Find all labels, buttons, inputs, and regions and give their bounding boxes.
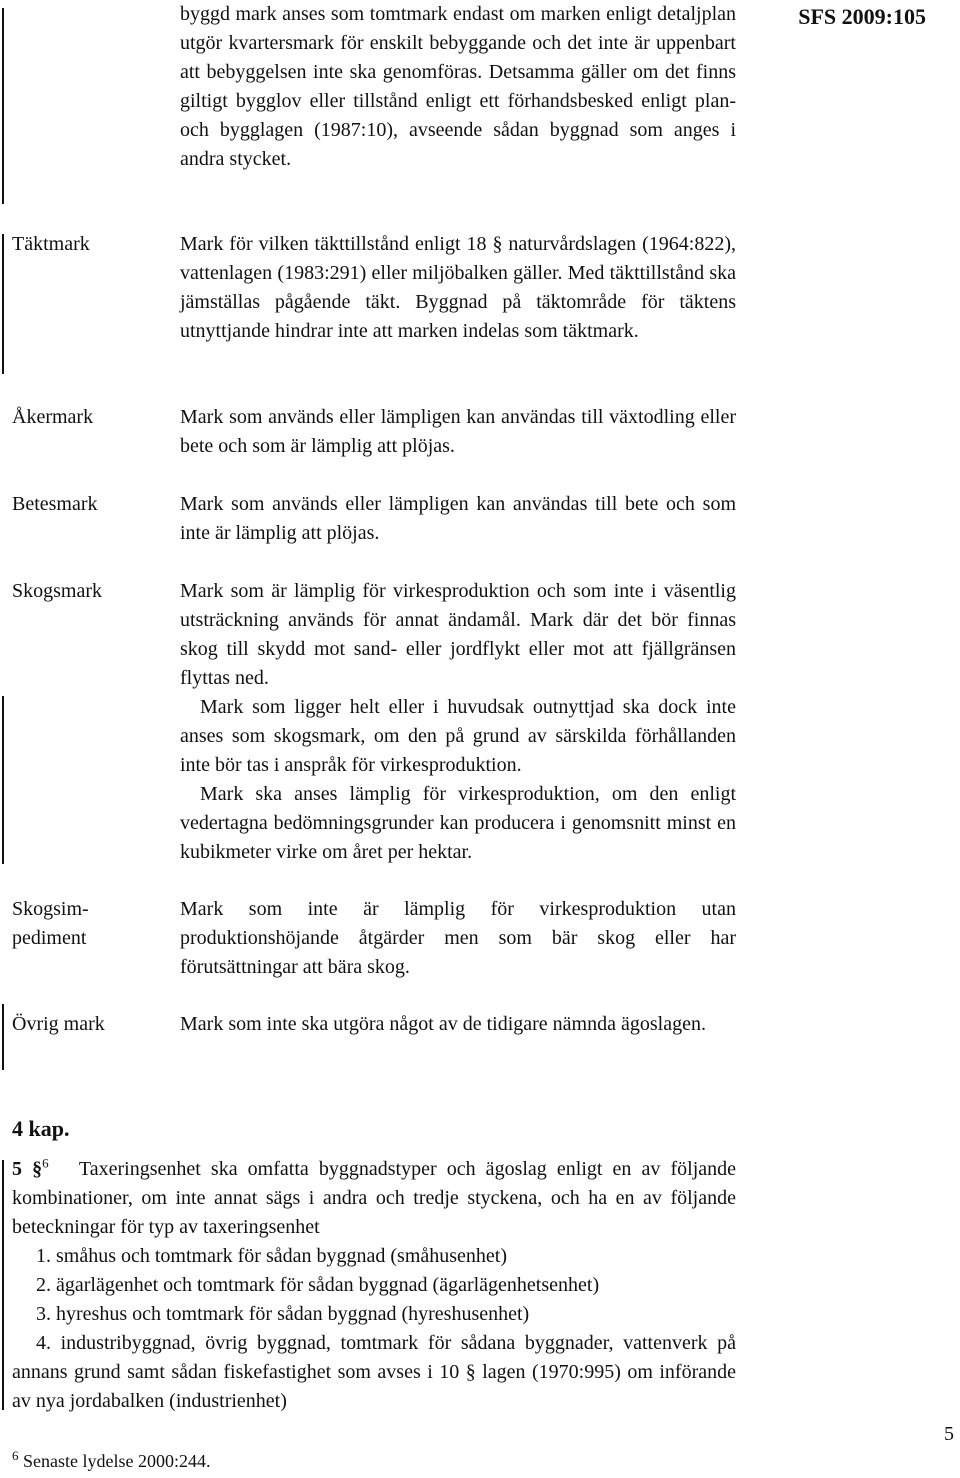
section-text: Taxeringsenhet ska omfatta byggnadstyper och ägoslag enligt en av följande kombinationer, om inte annat sägs i andra och tredje styckena, och ha en av följande beteckningar för typ av taxeringsenhet — [12, 1158, 737, 1238]
term-skogsmark: Skogsmark — [12, 580, 102, 602]
change-bar — [2, 696, 4, 864]
page-number: 5 — [944, 1423, 954, 1445]
term-line: Skogsim- — [12, 898, 89, 920]
definition-text: Mark som inte ska utgöra något av de tidigare nämnda ägoslagen. — [180, 1013, 706, 1035]
term-taktmark: Täktmark — [12, 233, 90, 255]
definition-text-extra: Mark som ligger helt eller i huvudsak outnyttjad ska dock inte anses som skogsmark, om den på grund av särskilda förhållanden inte bör tas i anspråk för virkesproduktion. — [180, 696, 736, 776]
section-5 — [12, 1155, 736, 1416]
list-item: 2. ägarlägenhet och tomtmark för sådan byggnad (ägarlägenhetsenhet) — [36, 1274, 600, 1296]
definition-text-extra: Mark ska anses lämplig för virkesproduktion, om den enligt vedertagna bedömningsgrunder kan producera i genomsnitt minst en kubikmeter virke om året per hektar. — [180, 783, 736, 863]
intro-text: byggd mark anses som tomtmark endast om marken enligt detaljplan utgör kvartersmark för enskilt bebyggande och det inte är uppenbart att bebyggelsen inte ska genomföras. Detsamma gäller om det finns giltigt bygglov eller tillstånd enligt ett förhandsbesked enligt plan- och bygglagen (1987:10), avseende sådan byggnad som anges i andra stycket. — [180, 3, 736, 170]
definition-ovrig-mark — [180, 1010, 736, 1039]
intro-paragraph — [180, 0, 736, 174]
definition-text: Mark som används eller lämpligen kan användas till växtodling eller bete och som är lämplig att plöjas. — [180, 406, 736, 457]
term-akermark: Åkermark — [12, 406, 94, 428]
definition-text: Mark som är lämplig för virkesproduktion och som inte i väsentlig utsträckning används för annat ändamål. Mark där det bör finnas skog till skydd mot sand- eller jordflykt eller mot att fjällgränsen flyttas ned. — [180, 580, 736, 689]
chapter-heading: 4 kap. — [12, 1116, 70, 1141]
change-bar — [2, 8, 4, 204]
footnote-number: 6 — [12, 1448, 19, 1463]
list-item: 3. hyreshus och tomtmark för sådan byggnad (hyreshusenhet) — [36, 1303, 530, 1325]
term-line: pediment — [12, 927, 87, 949]
definition-text: Mark för vilken täkttillstånd enligt 18 § naturvårdslagen (1964:822), vattenlagen (1983:291) eller miljöbalken gäller. Med täkttillstånd ska jämställas pågående täkt. Byggnad på täktområde för täktens utnyttjande hindrar inte att marken indelas som täktmark. — [180, 233, 736, 342]
definition-betesmark — [180, 490, 736, 548]
footnote — [12, 1450, 210, 1472]
section-number: 5 § — [12, 1158, 43, 1180]
list-item: 4. industribyggnad, övrig byggnad, tomtmark för sådana byggnader, vattenverk på annans grund samt sådan fiskefastighet som avses i 10 § lagen (1970:995) om införande av nya jordabalken (industrienhet) — [12, 1332, 736, 1412]
definition-taktmark — [180, 230, 736, 346]
definition-text: Mark som inte är lämplig för virkesproduktion utan produktionshöjande åtgärder men som bär skog eller har förutsättningar att bära skog. — [180, 898, 736, 978]
sfs-header: SFS 2009:105 — [798, 4, 926, 29]
change-bar — [2, 234, 4, 374]
change-bar — [2, 1004, 4, 1070]
term-betesmark: Betesmark — [12, 493, 98, 515]
definition-akermark — [180, 403, 736, 461]
definition-skogsmark — [180, 577, 736, 867]
definition-skogsimpediment — [180, 895, 736, 982]
footnote-text: Senaste lydelse 2000:244. — [23, 1451, 211, 1471]
footnote-ref[interactable]: 6 — [42, 1155, 49, 1171]
term-ovrig-mark: Övrig mark — [12, 1013, 105, 1035]
list-item: 1. småhus och tomtmark för sådan byggnad (småhusenhet) — [36, 1245, 508, 1267]
change-bar — [2, 1160, 4, 1410]
term-skogsimpediment — [12, 895, 89, 953]
definition-text: Mark som används eller lämpligen kan användas till bete och som inte är lämplig att plöjas. — [180, 493, 736, 544]
